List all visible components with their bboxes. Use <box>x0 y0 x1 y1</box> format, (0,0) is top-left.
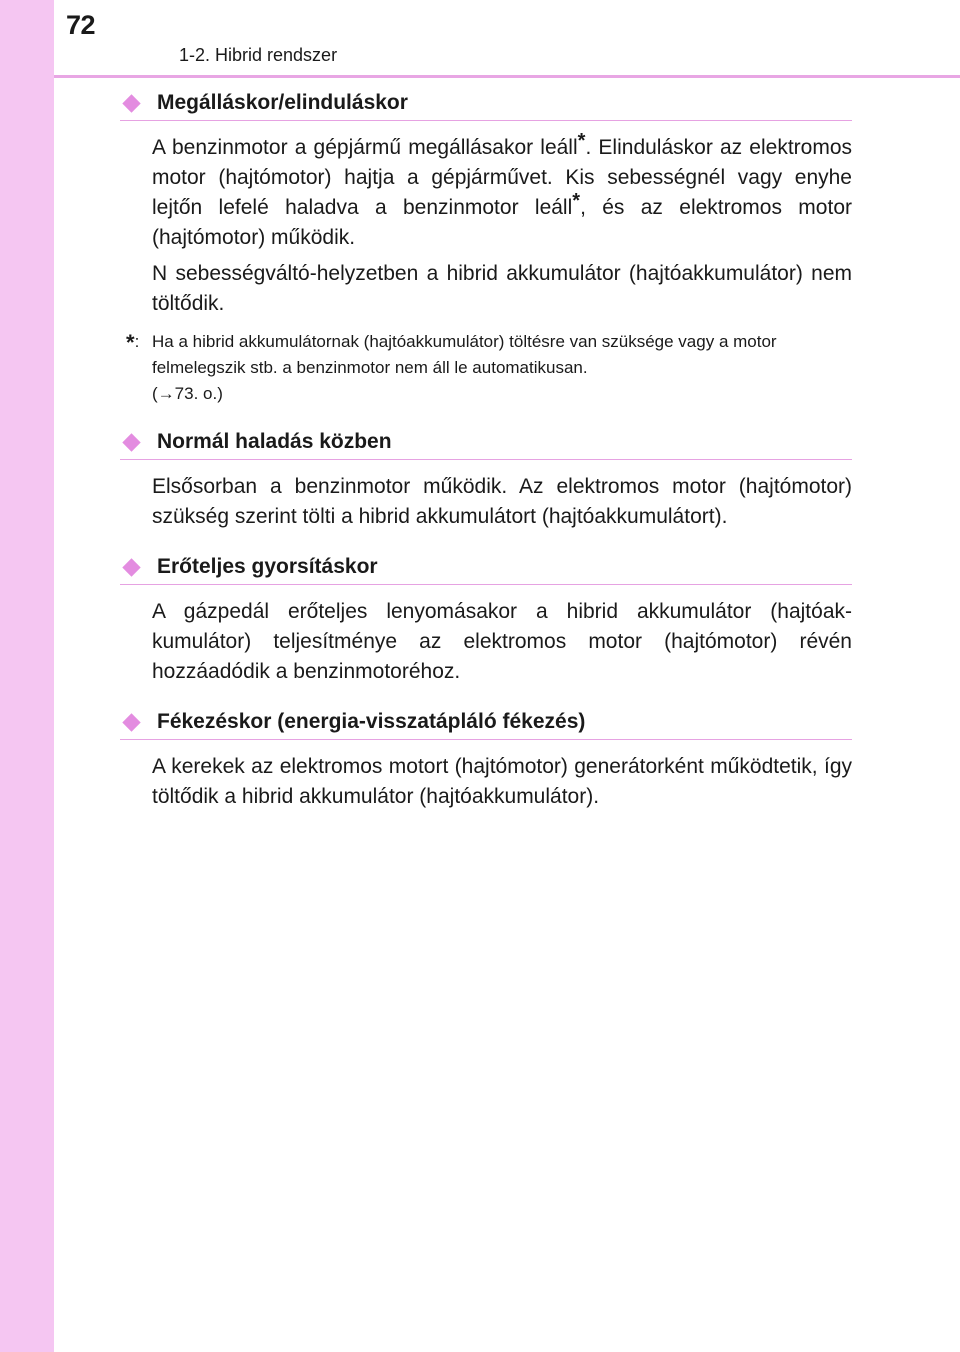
diamond-bullet-icon <box>122 94 140 112</box>
footnote-page-reference[interactable]: (→73. o.) <box>152 384 223 403</box>
diamond-bullet-icon <box>122 713 140 731</box>
section-heading <box>120 550 852 585</box>
footnote-marker: * <box>577 130 586 152</box>
page-number: 72 <box>66 10 96 40</box>
section-heading <box>120 86 852 121</box>
paragraph: Elsősorban a benzinmotor működik. Az elektromos motor (hajtómotor) szükség szerint tölti a hibrid akkumulátort (hajtóakkumulátort). <box>152 475 852 528</box>
section-heading <box>120 425 852 460</box>
section-title: Erőteljes gyorsításkor <box>157 555 378 578</box>
diamond-bullet-icon <box>122 558 140 576</box>
footnote-mark: *: <box>126 330 140 355</box>
paragraph: N sebességváltó-helyzetben a hibrid akkumulátor (hajtóakkumulátor) nem töltődik. <box>152 262 852 315</box>
page-content <box>120 86 852 812</box>
section-heading <box>120 705 852 740</box>
chapter-header: 1-2. Hibrid rendszer <box>179 45 338 65</box>
paragraph: A benzinmotor a gépjármű megállásakor leáll*. Elinduláskor az elektromos motor (hajtómotor) hajtja a gépjárművet. Kis sebességnél vagy enyhe lejtőn lefelé haladva a benzinmotor leáll*, és az elektromos motor (hajtómotor) működik. <box>152 130 852 249</box>
diamond-bullet-icon <box>122 433 140 451</box>
paragraph: A gázpedál erőteljes lenyomásakor a hibrid akkumulátor (hajtóakkumulátor) teljesítménye az elektromos motor (hajtómotor) révén hozzáadódik a benzinmotoréhoz. <box>152 600 852 683</box>
footnote <box>120 329 852 407</box>
side-color-strip <box>0 0 54 1352</box>
header-divider <box>54 75 960 78</box>
paragraph: A kerekek az elektromos motort (hajtómotor) generátorként működtetik, így töltődik a hibrid akkumulátor (hajtóakkumulátor). <box>152 755 852 808</box>
section-title: Normál haladás közben <box>157 430 392 453</box>
footnote-text: Ha a hibrid akkumulátornak (hajtóakkumulátor) töltésre van szüksége vagy a motor felmelegszik stb. a benzinmotor nem áll le automatikusan. <box>152 332 777 377</box>
section-title: Megálláskor/elinduláskor <box>157 91 408 114</box>
footnote-marker: * <box>572 190 581 212</box>
section-title: Fékezéskor (energia-visszatápláló fékezés) <box>157 710 586 733</box>
